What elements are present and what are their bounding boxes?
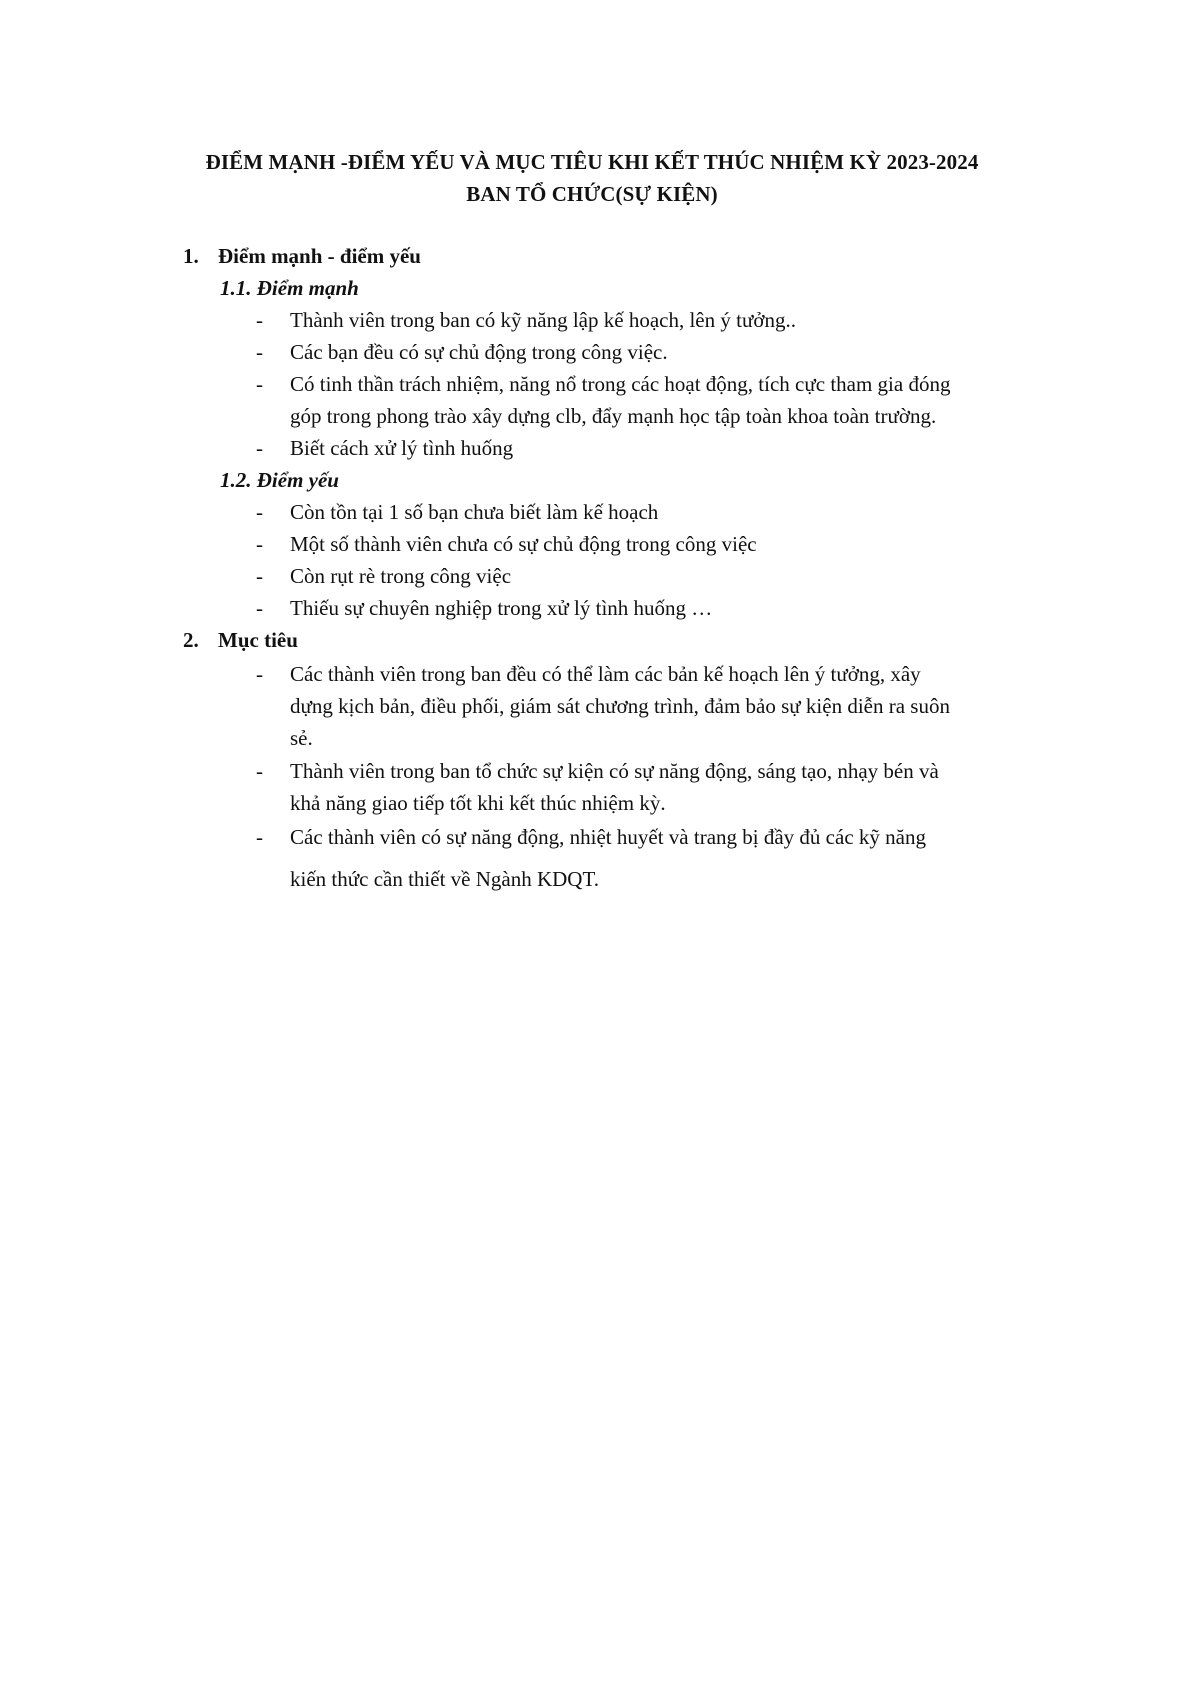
list-item-text: Có tinh thần trách nhiệm, năng nổ trong các hoạt động, tích cực tham gia đóng: [290, 372, 951, 396]
bullet-dash: -: [256, 759, 263, 783]
section-number: 1.: [183, 244, 199, 268]
bullet-dash: -: [256, 662, 263, 686]
section-title: Mục tiêu: [218, 628, 298, 652]
bullet-dash: -: [256, 825, 263, 849]
subsection-title: 1.2. Điểm yếu: [220, 468, 339, 492]
bullet-dash: -: [256, 532, 263, 556]
bullet-dash: -: [256, 340, 263, 364]
bullet-dash: -: [256, 564, 263, 588]
list-item-text: dựng kịch bản, điều phối, giám sát chương trình, đảm bảo sự kiện diễn ra suôn: [290, 694, 950, 718]
bullet-dash: -: [256, 596, 263, 620]
list-item-text: khả năng giao tiếp tốt khi kết thúc nhiệm kỳ.: [290, 791, 666, 815]
list-item-text: Còn rụt rè trong công việc: [290, 564, 512, 588]
document-title: ĐIỂM MẠNH -ĐIỂM YẾU VÀ MỤC TIÊU KHI KẾT THÚC NHIỆM KỲ 2023-2024: [205, 150, 979, 174]
list-item-text: góp trong phong trào xây dựng clb, đẩy mạnh học tập toàn khoa toàn trường.: [290, 404, 937, 428]
list-item-text: Các thành viên trong ban đều có thể làm các bản kế hoạch lên ý tưởng, xây: [290, 662, 921, 686]
list-item-text: Biết cách xử lý tình huống: [290, 436, 514, 460]
list-item-text: Một số thành viên chưa có sự chủ động trong công việc: [290, 532, 757, 556]
list-item-text: Thiếu sự chuyên nghiệp trong xử lý tình huống …: [290, 596, 713, 620]
bullet-dash: -: [256, 308, 263, 332]
subsection-title: 1.1. Điểm mạnh: [220, 276, 359, 300]
document-subtitle: BAN TỔ CHỨC(SỰ KIỆN): [466, 182, 718, 206]
list-item-text: Thành viên trong ban tổ chức sự kiện có sự năng động, sáng tạo, nhạy bén và: [290, 759, 939, 783]
bullet-dash: -: [256, 372, 263, 396]
list-item-text: Các thành viên có sự năng động, nhiệt huyết và trang bị đầy đủ các kỹ năng: [290, 825, 926, 849]
list-item-text: Các bạn đều có sự chủ động trong công việc.: [290, 340, 668, 364]
section-title: Điểm mạnh - điểm yếu: [218, 244, 421, 268]
list-item-text: Còn tồn tại 1 số bạn chưa biết làm kế hoạch: [290, 500, 659, 524]
bullet-dash: -: [256, 436, 263, 460]
list-item-text: Thành viên trong ban có kỹ năng lập kế hoạch, lên ý tưởng..: [290, 308, 796, 332]
section-number: 2.: [183, 628, 199, 652]
list-item-text: sẻ.: [290, 726, 313, 750]
list-item-text: kiến thức cần thiết về Ngành KDQT.: [290, 867, 599, 891]
bullet-dash: -: [256, 500, 263, 524]
